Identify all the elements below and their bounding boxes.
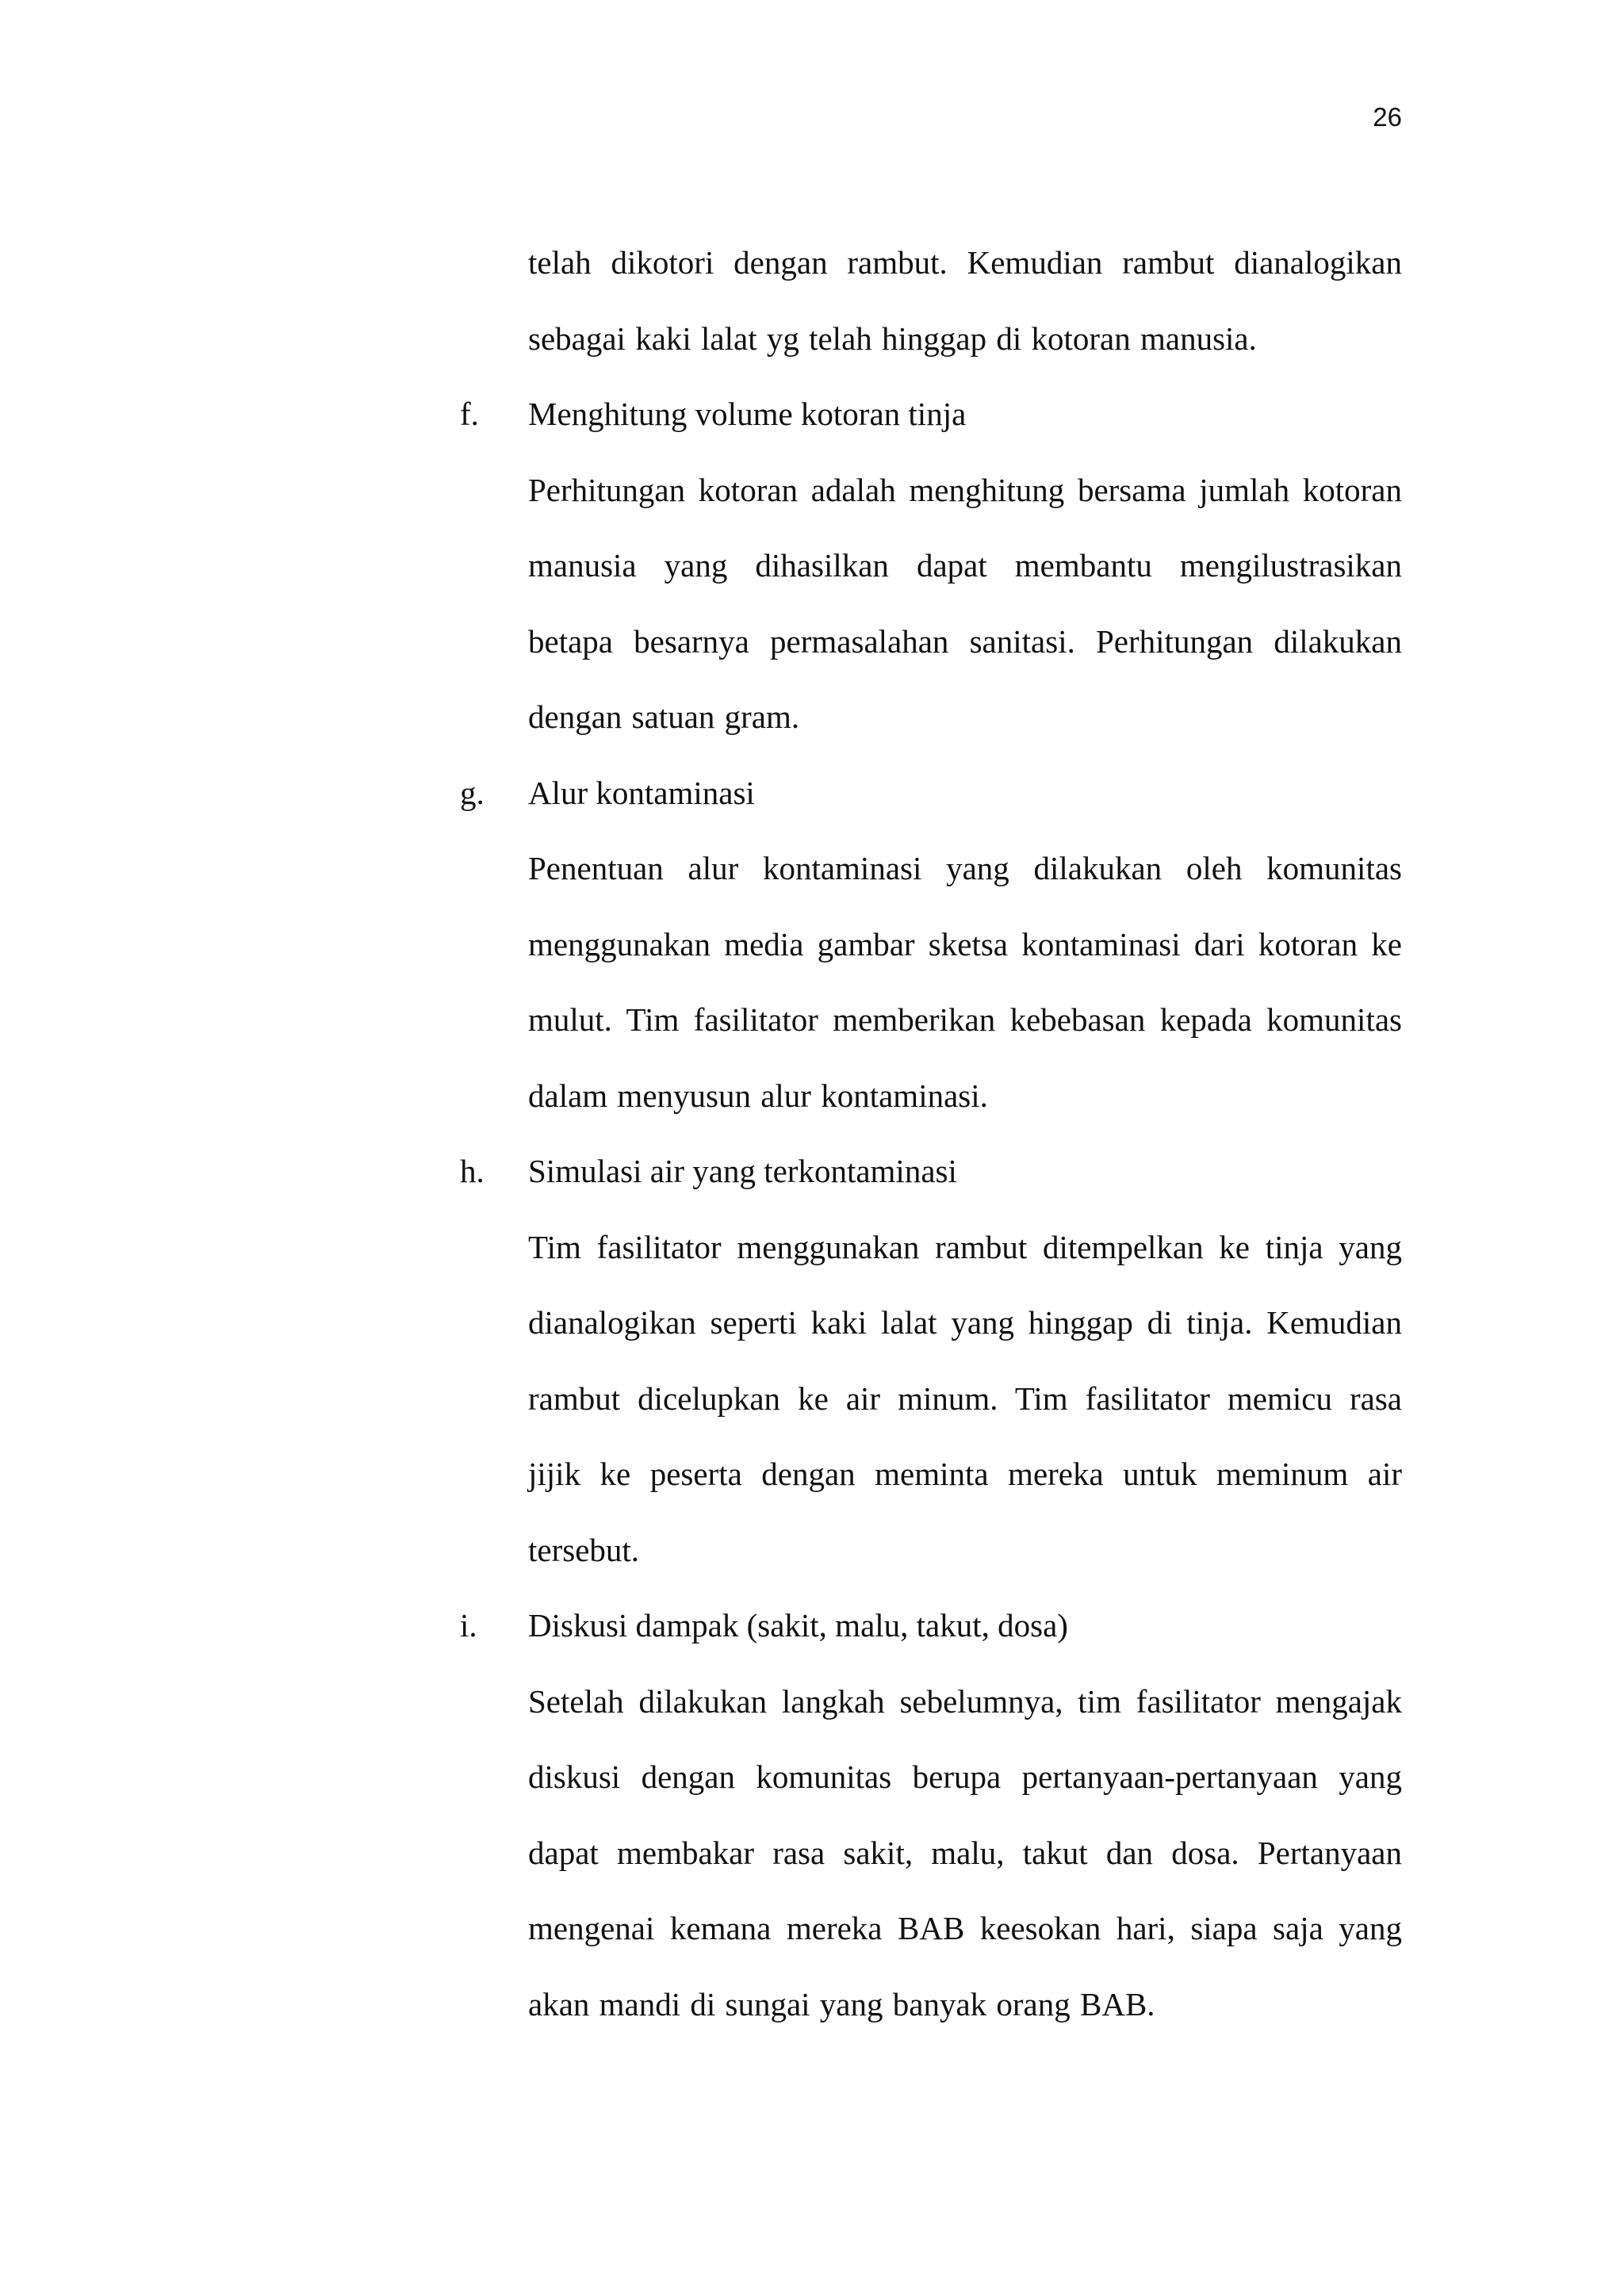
list-item-body: Setelah dilakukan langkah sebelumnya, tim fasilitator mengajak diskusi dengan komunitas berupa pertanyaan-pertanyaan yang dapat membakar rasa sakit, malu, takut dan dosa. Pertanyaan mengenai kemana mereka BAB keesokan hari, siapa saja yang akan mandi di sungai yang banyak orang BAB. xyxy=(528,1682,1402,2022)
list-item-i xyxy=(460,1588,1402,2042)
list-item-heading xyxy=(460,377,1402,453)
list-item-letter: h. xyxy=(460,1153,485,1189)
list-item-title: Simulasi air yang terkontaminasi xyxy=(528,1153,957,1189)
list-item-body: Perhitungan kotoran adalah menghitung bersama jumlah kotoran manusia yang dihasilkan dapat membantu mengilustrasikan betapa besarnya permasalahan sanitasi. Perhitungan dilakukan dengan satuan gram. xyxy=(528,471,1402,735)
list-item-letter: f. xyxy=(460,396,479,432)
list-item-body: Tim fasilitator menggunakan rambut ditempelkan ke tinja yang dianalogikan seperti kaki lalat yang hinggap di tinja. Kemudian rambut dicelupkan ke air minum. Tim fasilitator memicu rasa jijik ke peserta dengan meminta mereka untuk meminum air tersebut. xyxy=(528,1228,1402,1568)
list-item-h xyxy=(460,1134,1402,1588)
list-item-f xyxy=(460,377,1402,756)
list-item-letter: i. xyxy=(460,1607,477,1644)
list-item-body: Penentuan alur kontaminasi yang dilakukan oleh komunitas menggunakan media gambar sketsa kontaminasi dari kotoran ke mulut. Tim fasilitator memberikan kebebasan kepada komunitas dalam menyusun alur kontaminasi. xyxy=(528,850,1402,1114)
list-item-heading xyxy=(460,756,1402,832)
page-number: 26 xyxy=(1373,102,1402,132)
list-item-title: Diskusi dampak (sakit, malu, takut, dosa) xyxy=(528,1607,1068,1644)
document-body xyxy=(460,225,1402,2042)
list-item-letter: g. xyxy=(460,774,485,811)
list-item-g xyxy=(460,756,1402,1135)
list-item-heading xyxy=(460,1134,1402,1210)
list-item-title: Alur kontaminasi xyxy=(528,774,755,811)
list-item-title: Menghitung volume kotoran tinja xyxy=(528,396,967,432)
list-item-heading xyxy=(460,1588,1402,1664)
intro-paragraph: telah dikotori dengan rambut. Kemudian rambut dianalogikan sebagai kaki lalat yg telah hinggap di kotoran manusia. xyxy=(528,244,1402,357)
